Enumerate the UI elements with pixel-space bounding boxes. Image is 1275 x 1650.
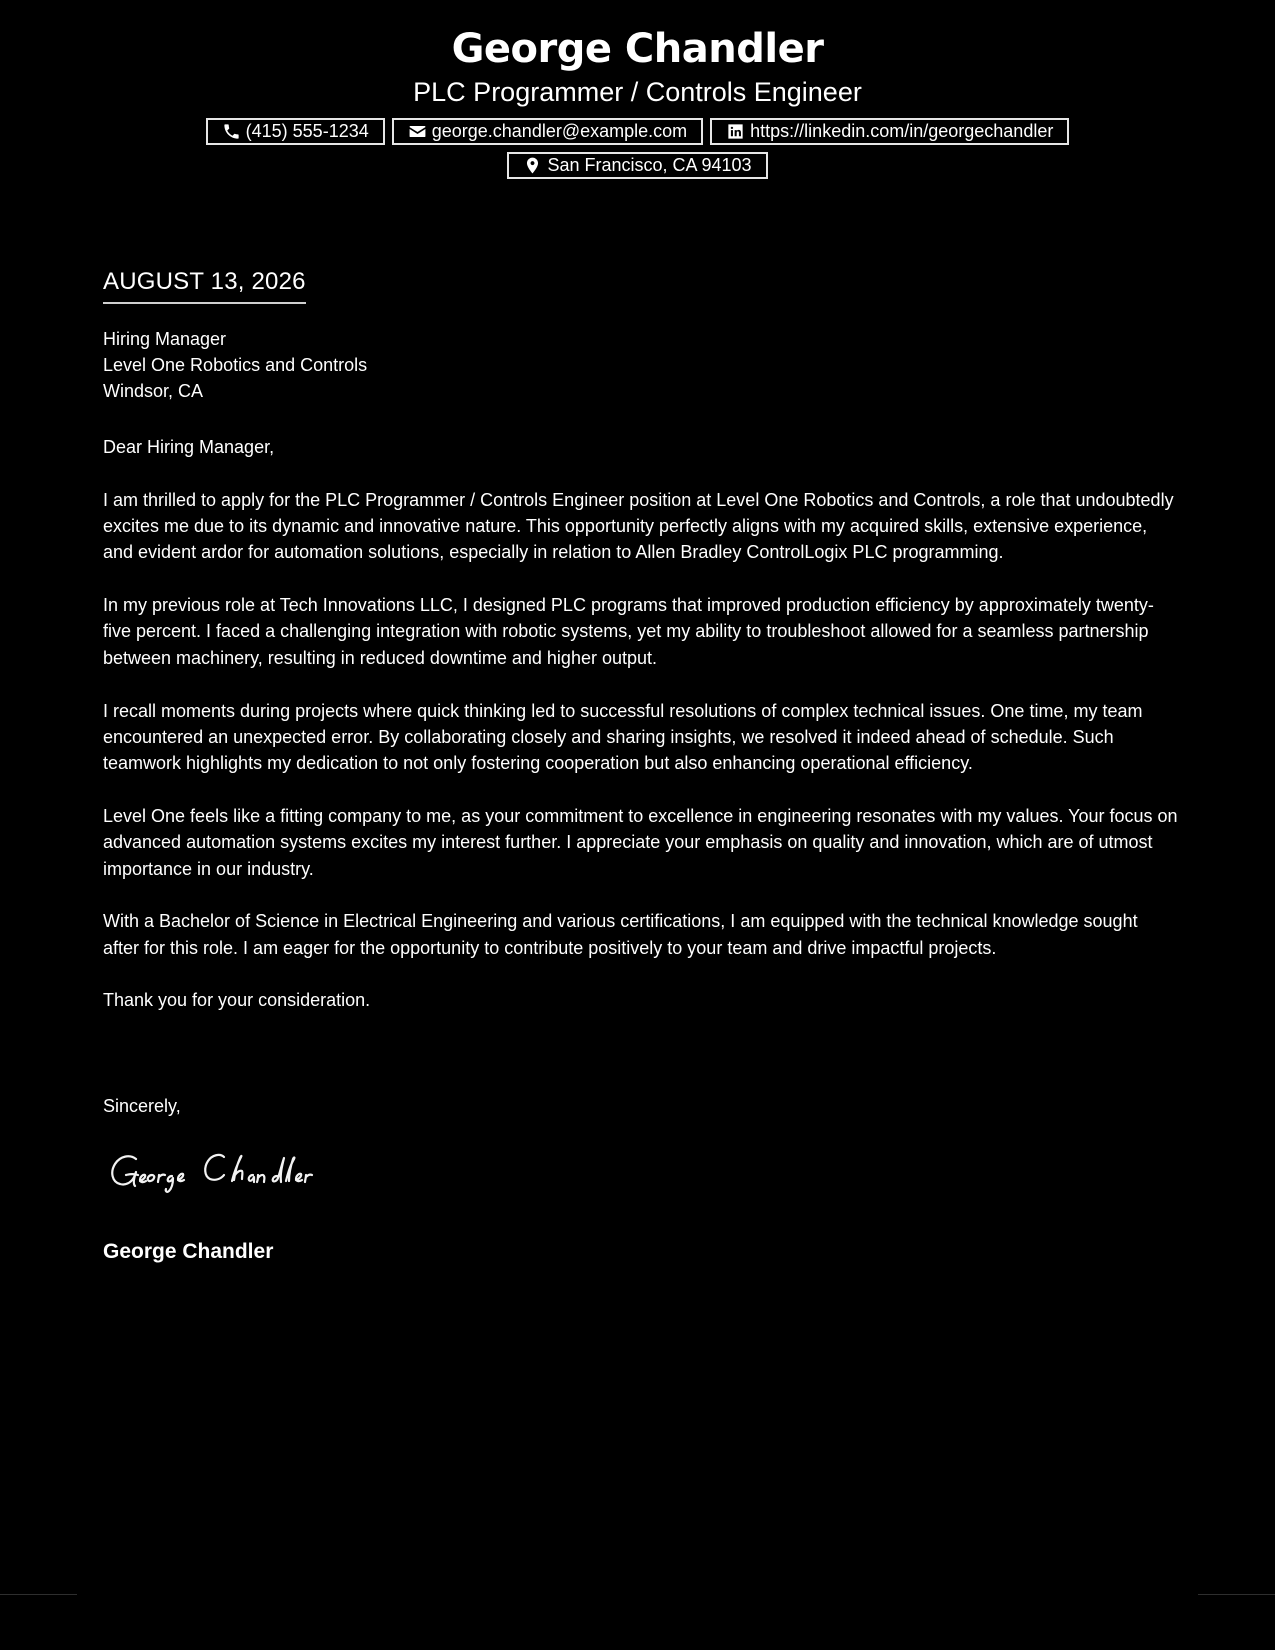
body-paragraph-5: With a Bachelor of Science in Electrical Engineering and various certifications, I am equipped with the technical knowledge sought after for this role. I am eager for the opportunity to contribute positively to your team and drive impactful projects. bbox=[103, 911, 1138, 958]
map-marker-icon bbox=[523, 156, 542, 175]
body-paragraph-1: I am thrilled to apply for the PLC Programmer / Controls Engineer position at Level One Robotics and Controls, a role that undoubtedly excites me due to its dynamic and innovative nature. This opportunity perfectly aligns with my acquired skills, extensive experience, and evident ardor for automation solutions, especially in relation to Allen Bradley ControlLogix PLC programming. bbox=[103, 489, 1174, 563]
recipient-block bbox=[103, 326, 367, 404]
applicant-title: PLC Programmer / Controls Engineer bbox=[413, 77, 862, 107]
letter-header bbox=[0, 22, 1275, 179]
letter-body bbox=[103, 434, 1178, 1040]
body-paragraph-2: In my previous role at Tech Innovations LLC, I designed PLC programs that improved production efficiency by approximately twenty-five percent. I faced a challenging integration with robotic systems, yet my ability to troubleshoot allowed for a seamless partnership between machinery, resulting in reduced downtime and higher output. bbox=[103, 595, 1154, 668]
linkedin-icon bbox=[726, 122, 745, 141]
recipient-name: Hiring Manager bbox=[103, 329, 227, 349]
footer-divider-left bbox=[0, 1594, 77, 1595]
envelope-icon bbox=[408, 122, 427, 141]
contact-phone-text: (415) 555-1234 bbox=[245, 121, 369, 141]
recipient-company: Level One Robotics and Controls bbox=[103, 355, 368, 375]
contact-list bbox=[178, 118, 1098, 179]
contact-linkedin[interactable] bbox=[710, 118, 1069, 145]
signer-name: George Chandler bbox=[103, 1240, 274, 1263]
body-paragraph-4: Level One feels like a fitting company to me, as your commitment to excellence in engineering resonates with my values. Your focus on advanced automation systems excites my interest further. I appreciate your emphasis on quality and innovation, which are of utmost importance in our industry. bbox=[103, 805, 1178, 879]
letter-date: AUGUST 13, 2026 bbox=[103, 266, 306, 304]
closing: Sincerely, bbox=[103, 1096, 181, 1116]
recipient-location: Windsor, CA bbox=[103, 381, 204, 401]
contact-linkedin-text: https://linkedin.com/in/georgechandler bbox=[750, 121, 1054, 141]
contact-email-text: george.chandler@example.com bbox=[431, 121, 688, 141]
footer-divider-right bbox=[1198, 1594, 1275, 1595]
contact-location-text: San Francisco, CA 94103 bbox=[547, 155, 752, 175]
contact-phone[interactable] bbox=[206, 118, 385, 145]
contact-location[interactable] bbox=[507, 152, 767, 179]
thank-you-line: Thank you for your consideration. bbox=[103, 990, 371, 1011]
contact-email[interactable] bbox=[392, 118, 703, 145]
handwritten-signature bbox=[106, 1145, 366, 1205]
phone-icon bbox=[222, 122, 241, 141]
applicant-name: George Chandler bbox=[451, 26, 824, 72]
greeting: Dear Hiring Manager, bbox=[103, 437, 275, 457]
body-paragraph-3: I recall moments during projects where quick thinking led to successful resolutions of complex technical issues. One time, my team encountered an unexpected error. By collaborating closely and sharing insights, we resolved it indeed ahead of schedule. Such teamwork highlights my dedication to not only fostering cooperation but also enhancing operational efficiency. bbox=[103, 700, 1143, 774]
